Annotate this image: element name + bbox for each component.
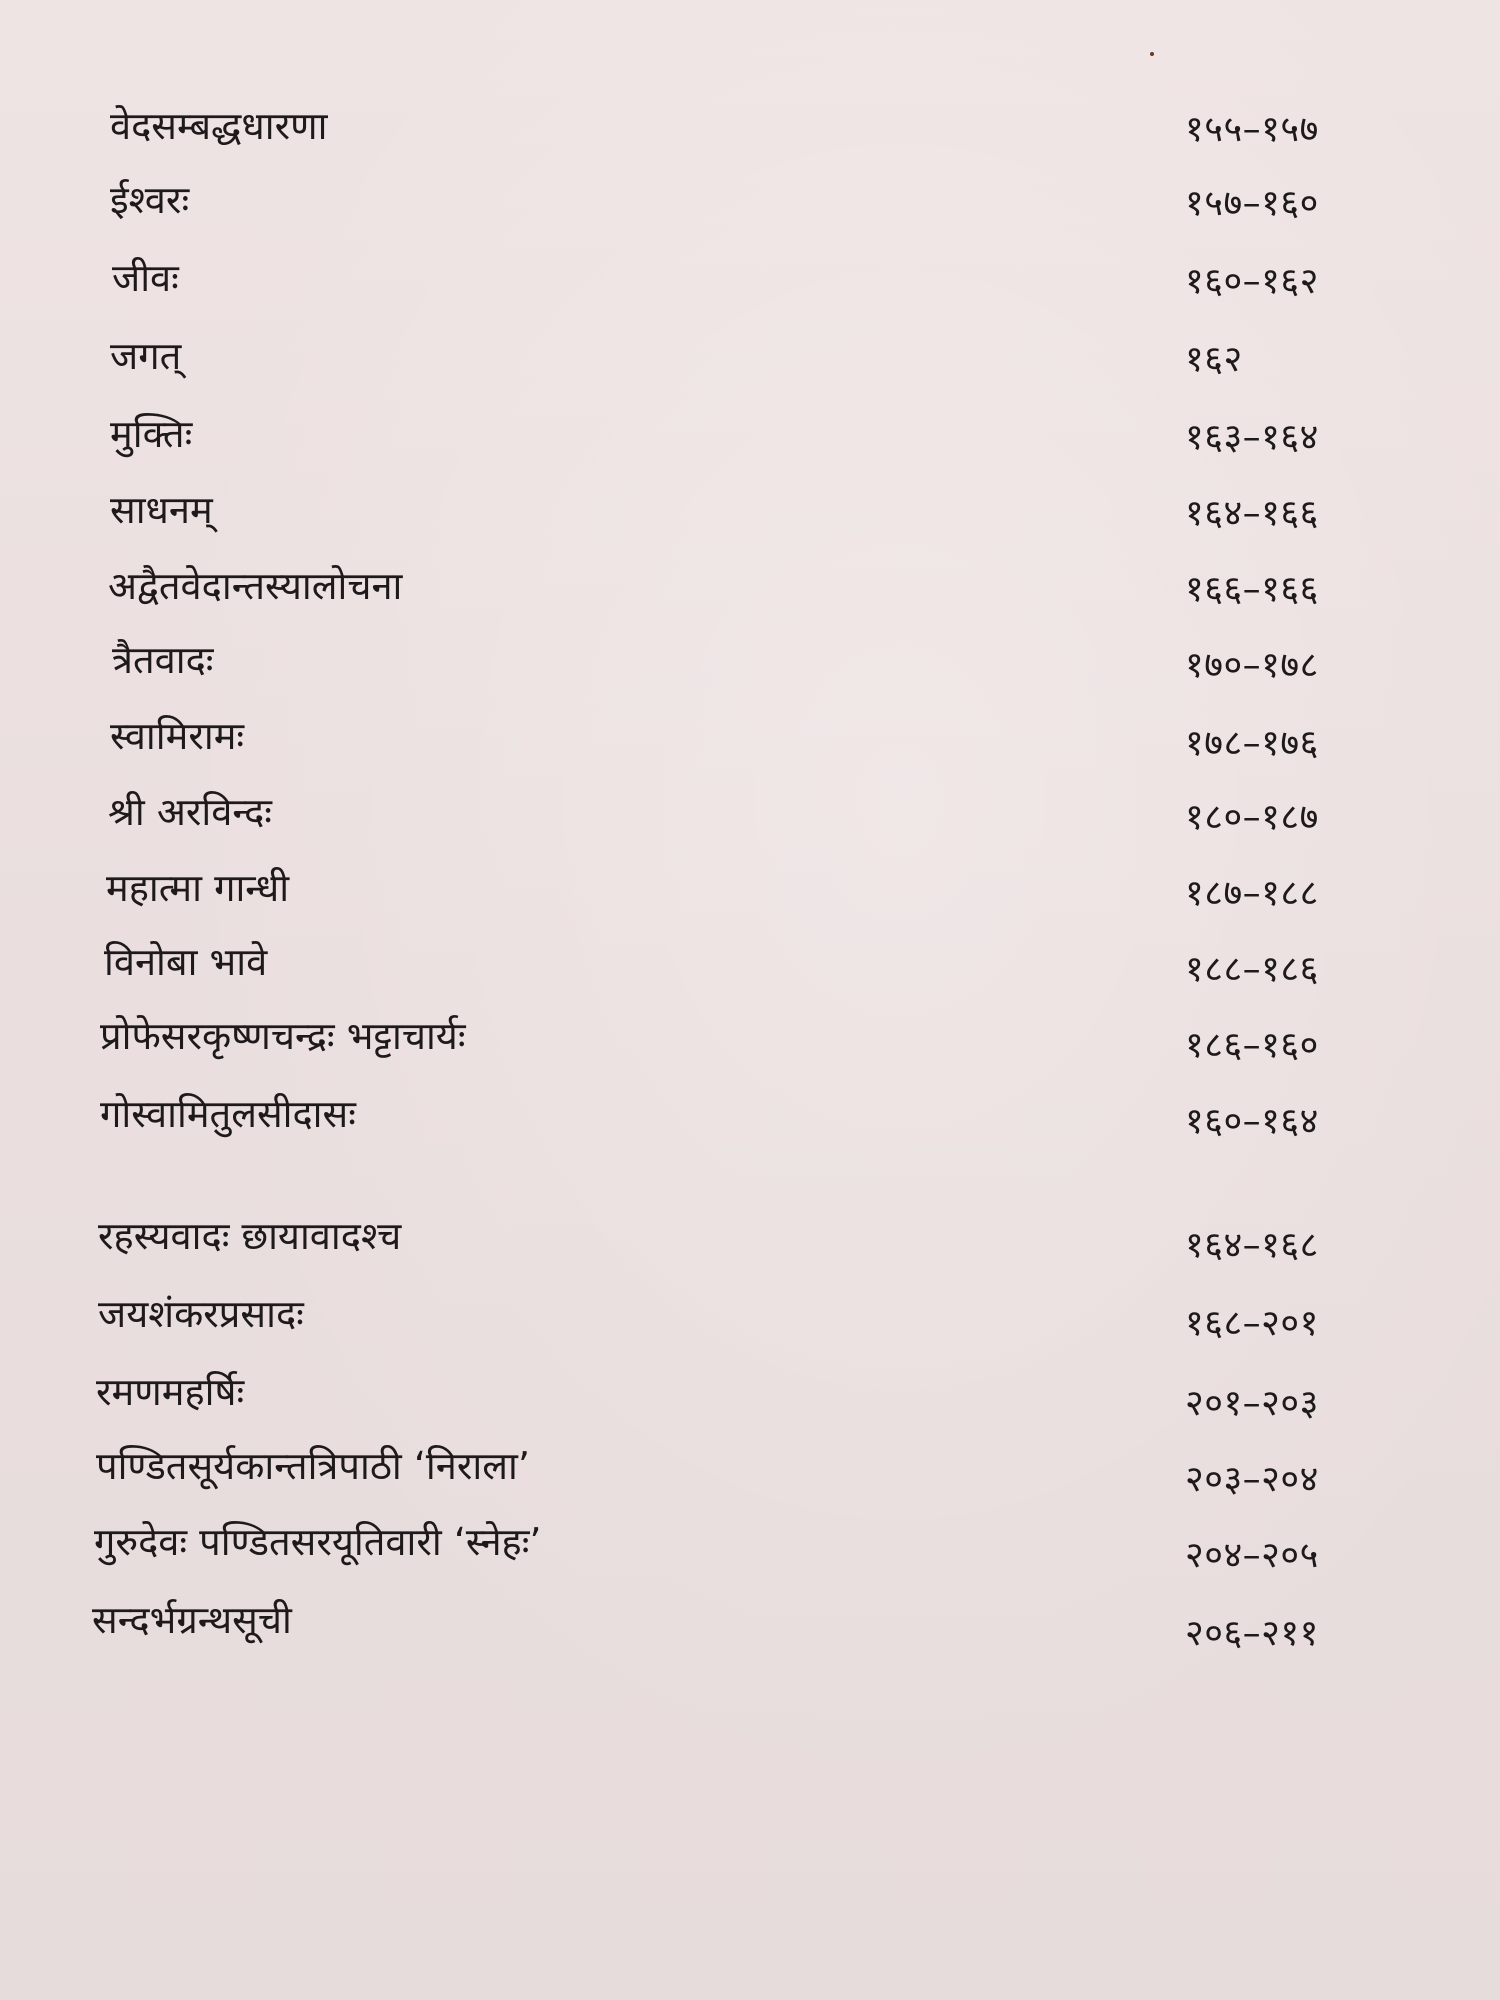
- entry-pages: २०३–२०४: [1185, 1459, 1319, 1500]
- toc-entry: [0, 1436, 1500, 1500]
- entry-pages: १७८–१७६: [1185, 723, 1319, 764]
- entry-pages: १६८–२०१: [1185, 1303, 1319, 1344]
- entry-pages: १८७–१८८: [1185, 873, 1319, 914]
- entry-title: वेदसम्बद्धधारणा: [110, 104, 328, 148]
- entry-title: गोस्वामितुलसीदासः: [100, 1092, 356, 1136]
- toc-entry: [0, 170, 1500, 230]
- entry-pages: १६०–१६२: [1185, 261, 1319, 302]
- entry-title: महात्मा गान्धी: [106, 866, 290, 910]
- toc-entry: [0, 326, 1500, 386]
- toc-entry: [0, 480, 1500, 540]
- toc-entry: [0, 1362, 1500, 1422]
- entry-pages: १५७–१६०: [1185, 183, 1319, 224]
- toc-entry: [0, 556, 1500, 616]
- entry-title: ईश्वरः: [110, 178, 190, 222]
- toc-entry: [0, 96, 1500, 156]
- entry-pages: १६२: [1185, 339, 1243, 380]
- toc-entry: [0, 1512, 1500, 1576]
- toc-entry: [0, 782, 1500, 842]
- entry-pages: २०६–२११: [1185, 1613, 1319, 1654]
- entry-title: विनोबा भावे: [104, 940, 268, 984]
- toc-entry: [0, 1590, 1500, 1654]
- entry-title: अद्वैतवेदान्तस्यालोचना: [108, 564, 403, 608]
- entry-pages: १८८–१८६: [1185, 949, 1319, 990]
- entry-pages: २०४–२०५: [1185, 1535, 1319, 1576]
- entry-title: जीवः: [112, 256, 179, 300]
- toc-entry: [0, 706, 1500, 766]
- entry-title: स्वामिरामः: [110, 714, 245, 758]
- entry-title: रमणमहर्षिः: [96, 1370, 245, 1414]
- entry-title: श्री अरविन्दः: [108, 790, 272, 834]
- toc-entry: [0, 932, 1500, 992]
- toc-entry: [0, 630, 1500, 690]
- toc-entry: [0, 1006, 1500, 1066]
- toc-entry: [0, 248, 1500, 308]
- entry-pages: १६०–१६४: [1185, 1101, 1319, 1142]
- entry-pages: २०१–२०३: [1185, 1383, 1319, 1424]
- entry-pages: १६४–१६८: [1185, 1225, 1319, 1266]
- entry-pages: १८०–१८७: [1185, 797, 1319, 838]
- entry-title: रहस्यवादः छायावादश्च: [98, 1214, 402, 1258]
- entry-title: त्रैतवादः: [112, 638, 214, 682]
- entry-pages: १६६–१६६: [1185, 569, 1319, 610]
- ink-mark: [1150, 52, 1154, 56]
- toc-entry: [0, 404, 1500, 464]
- entry-title: गुरुदेवः पण्डितसरयूतिवारी ‘स्नेहः’: [94, 1520, 542, 1564]
- toc-entry: [0, 858, 1500, 918]
- entry-title: पण्डितसूर्यकान्तत्रिपाठी ‘निराला’: [96, 1444, 530, 1488]
- entry-pages: १८६–१६०: [1185, 1025, 1319, 1066]
- toc-entry: [0, 1206, 1500, 1266]
- entry-pages: १६३–१६४: [1185, 417, 1319, 458]
- entry-pages: १६४–१६६: [1185, 493, 1319, 534]
- entry-pages: १७०–१७८: [1185, 645, 1319, 686]
- toc-entry: [0, 1284, 1500, 1344]
- entry-title: साधनम्: [110, 488, 213, 532]
- entry-title: मुक्तिः: [110, 412, 193, 456]
- entry-title: सन्दर्भग्रन्थसूची: [92, 1598, 292, 1642]
- entry-title: जयशंकरप्रसादः: [98, 1292, 304, 1336]
- entry-title: प्रोफेसरकृष्णचन्द्रः भट्टाचार्यः: [100, 1014, 466, 1058]
- entry-title: जगत्: [110, 334, 182, 378]
- toc-entry: [0, 1084, 1500, 1144]
- entry-pages: १५५–१५७: [1185, 109, 1319, 150]
